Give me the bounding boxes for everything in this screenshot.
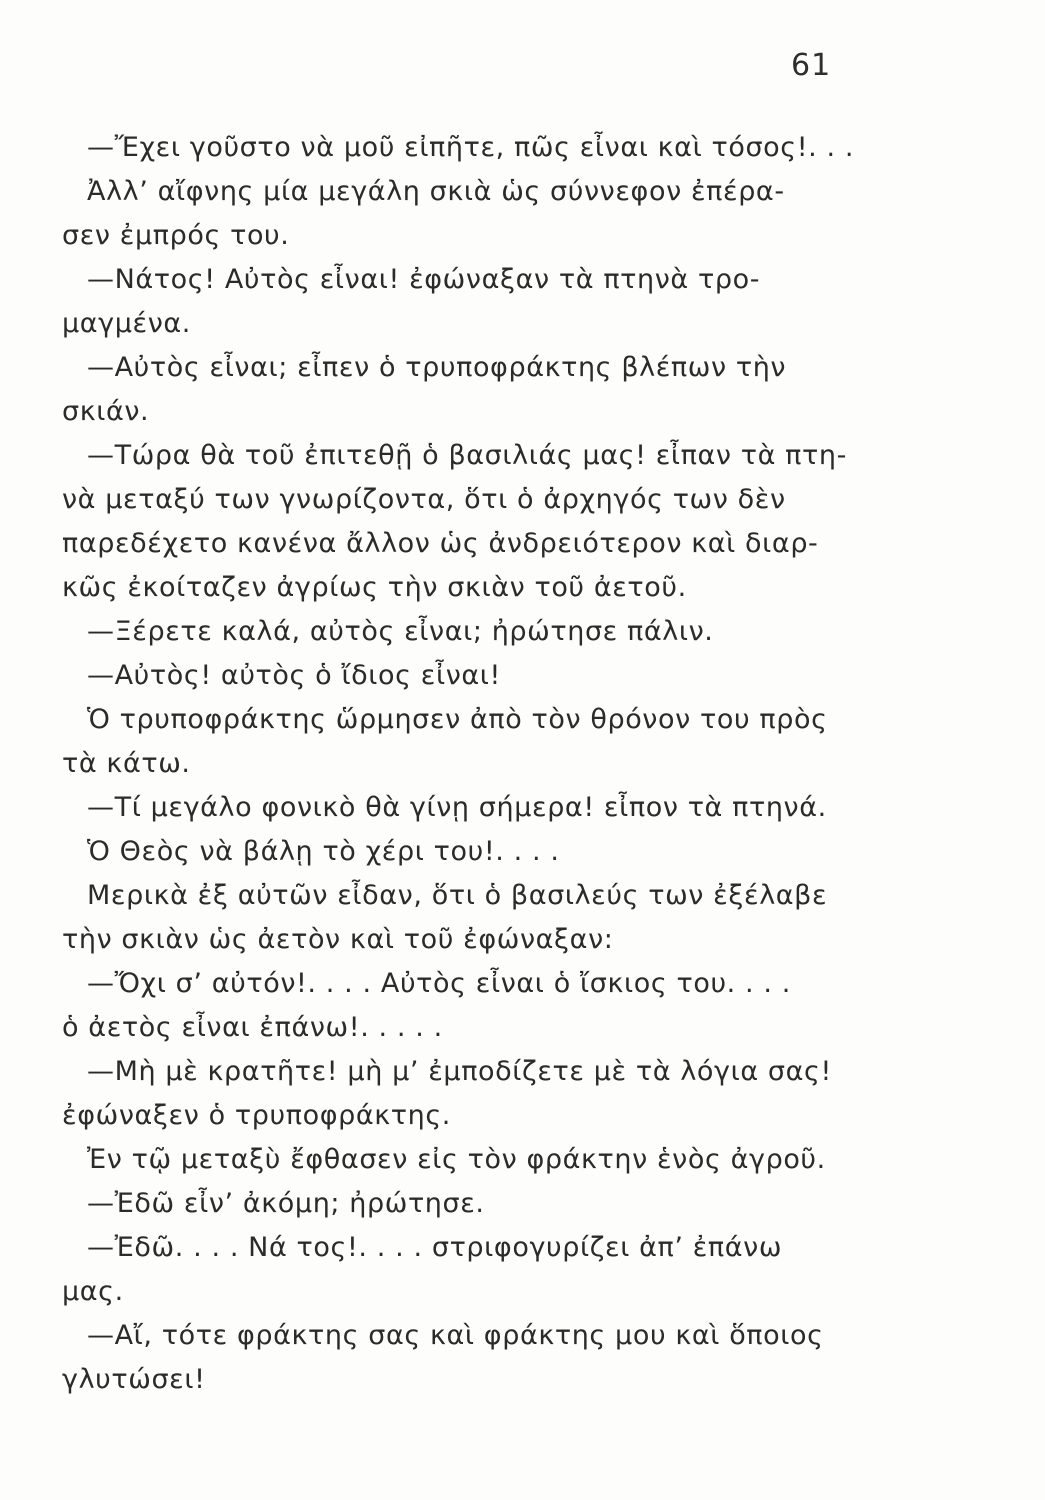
text-line: μας. — [62, 1276, 124, 1307]
text-line: ἐφώναξεν ὁ τρυποφράκτης. — [62, 1100, 451, 1131]
text-line: —Τώρα θὰ τοῦ ἐπιτεθῇ ὁ βασιλιάς μας! εἶπαν τὰ πτη- — [87, 440, 847, 471]
text-line: —Ἐδῶ. . . . Νά τος!. . . . στριφογυρίζει ἀπ’ ἐπάνω — [87, 1232, 783, 1263]
text-line: —Μὴ μὲ κρατῆτε! μὴ μ’ ἐμποδίζετε μὲ τὰ λόγια σας! — [87, 1056, 832, 1087]
text-line: —Αἴ, τότε φράκτης σας καὶ φράκτης μου καὶ ὅποιος — [87, 1320, 824, 1351]
text-line: Ὁ τρυποφράκτης ὥρμησεν ἀπὸ τὸν θρόνον του πρὸς — [87, 704, 828, 735]
text-line: —Αὐτὸς! αὐτὸς ὁ ἴδιος εἶναι! — [87, 660, 501, 691]
text-line: —Ξέρετε καλά, αὐτὸς εἶναι; ἠρώτησε πάλιν. — [87, 616, 714, 647]
text-line: Ἀλλ’ αἴφνης μία μεγάλη σκιὰ ὡς σύννεφον ἐπέρα- — [87, 176, 785, 207]
text-line: παρεδέχετο κανένα ἄλλον ὡς ἀνδρειότερον καὶ διαρ- — [62, 528, 819, 559]
text-line: Μερικὰ ἐξ αὐτῶν εἶδαν, ὅτι ὁ βασιλεύς των ἐξέλαβε — [87, 880, 828, 911]
page-number: 61 — [791, 48, 832, 83]
text-line: τὰ κάτω. — [62, 748, 191, 779]
text-line: ὁ ἀετὸς εἶναι ἐπάνω!. . . . . — [62, 1012, 443, 1043]
text-line: —Ἐδῶ εἶν’ ἀκόμη; ἠρώτησε. — [87, 1188, 485, 1219]
text-line: Ἐν τῷ μεταξὺ ἔφθασεν εἰς τὸν φράκτην ἑνὸς ἀγροῦ. — [87, 1144, 826, 1175]
text-line: —Αὐτὸς εἶναι; εἶπεν ὁ τρυποφράκτης βλέπων τὴν — [87, 352, 787, 383]
text-line: —Νάτος! Αὐτὸς εἶναι! ἐφώναξαν τὰ πτηνὰ τρο- — [87, 264, 761, 295]
text-line: σκιάν. — [62, 396, 150, 427]
text-line: γλυτώσει! — [62, 1364, 206, 1395]
text-line: —Τί μεγάλο φονικὸ θὰ γίνῃ σήμερα! εἶπον τὰ πτηνά. — [87, 792, 827, 823]
text-line: σεν ἐμπρός του. — [62, 220, 290, 251]
text-line: νὰ μεταξύ των γνωρίζοντα, ὅτι ὁ ἀρχηγός των δὲν — [62, 484, 786, 515]
text-line: τὴν σκιὰν ὡς ἀετὸν καὶ τοῦ ἐφώναξαν: — [62, 924, 614, 955]
text-line: Ὁ Θεὸς νὰ βάλῃ τὸ χέρι του!. . . . — [87, 836, 560, 867]
text-line: —Ὄχι σ’ αὐτόν!. . . . Αὐτὸς εἶναι ὁ ἴσκιος του. . . . — [87, 968, 791, 999]
text-line: —Ἔχει γοῦστο νὰ μοῦ εἰπῆτε, πῶς εἶναι καὶ τόσος!. . . — [87, 132, 855, 163]
text-line: κῶς ἐκοίταζεν ἀγρίως τὴν σκιὰν τοῦ ἀετοῦ. — [62, 572, 687, 603]
text-line: μαγμένα. — [62, 308, 191, 339]
